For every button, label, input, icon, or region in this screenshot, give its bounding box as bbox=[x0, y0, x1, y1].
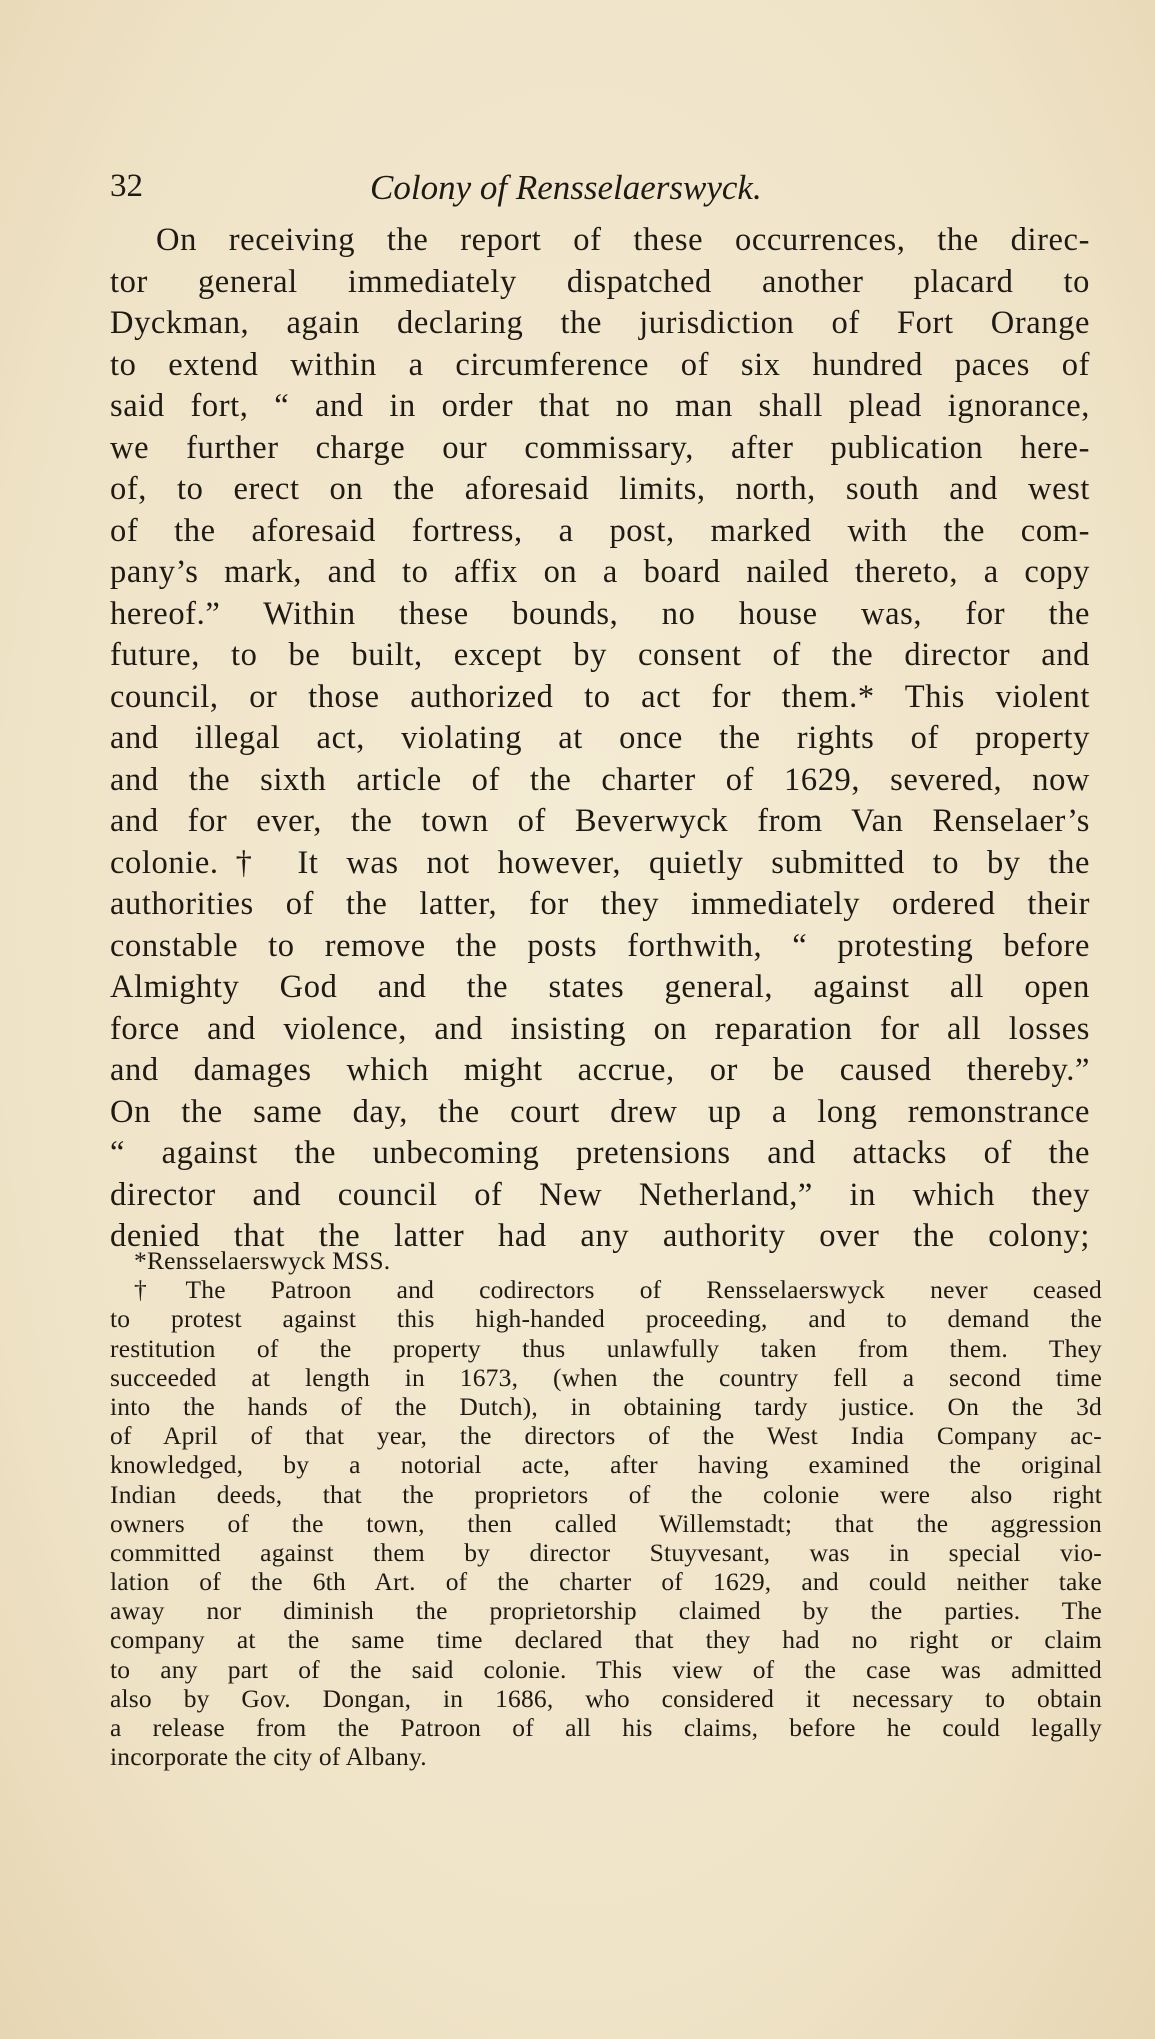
text-line: to extend within a circumference of six hundred paces of bbox=[110, 346, 1090, 383]
text-line: director and council of New Netherland,” in which they bbox=[110, 1176, 1090, 1213]
footnote-dagger-line: owners of the town, then called Willemstadt; that the aggression bbox=[110, 1508, 1102, 1538]
footnote-dagger-line: lation of the 6th Art. of the charter of 1629, and could neither take bbox=[110, 1567, 1102, 1597]
text-line: and the sixth article of the charter of 1629, severed, now bbox=[110, 761, 1090, 798]
footnote-dagger-line: incorporate the city of Albany. bbox=[110, 1742, 427, 1772]
footnote-dagger-line: of April of that year, the directors of the West India Company ac- bbox=[110, 1421, 1102, 1451]
footnote-dagger-line: knowledged, by a notorial acte, after having examined the original bbox=[110, 1450, 1102, 1480]
text-line: On the same day, the court drew up a long remonstrance bbox=[110, 1093, 1090, 1130]
text-line: and for ever, the town of Beverwyck from Van Renselaer’s bbox=[110, 803, 1090, 839]
footnote-dagger-line: restitution of the property thus unlawfully taken from them. They bbox=[110, 1333, 1102, 1363]
footnote-dagger-line: to any part of the said colonie. This view of the case was admitted bbox=[110, 1654, 1102, 1684]
footnote-dagger-line: †The Patroon and codirectors of Rensselaerswyck never ceased bbox=[134, 1275, 1102, 1305]
footnote-dagger-line: to protest against this high-handed proceeding, and to demand the bbox=[110, 1304, 1102, 1334]
text-line: denied that the latter had any authority over the colony; bbox=[110, 1218, 1090, 1254]
text-line: “ against the unbecoming pretensions and attacks of the bbox=[110, 1135, 1090, 1171]
text-line: tor general immediately dispatched another placard to bbox=[110, 263, 1090, 300]
text-line: council, or those authorized to act for them.* This violent bbox=[110, 678, 1090, 715]
footnotes bbox=[110, 1246, 1102, 1771]
text-line: of the aforesaid fortress, a post, marked with the com- bbox=[110, 512, 1090, 549]
text-line: future, to be built, except by consent of the director and bbox=[110, 637, 1090, 673]
footnote-dagger-line: committed against them by director Stuyvesant, was in special vio- bbox=[110, 1537, 1102, 1567]
text-line: authorities of the latter, for they immediately ordered their bbox=[110, 886, 1090, 922]
text-line: and illegal act, violating at once the rights of property bbox=[110, 720, 1090, 756]
body-text bbox=[110, 220, 1090, 1258]
running-head: Colony of Rensselaerswyck. bbox=[370, 168, 762, 207]
text-line: constable to remove the posts forthwith, “ protesting before bbox=[110, 927, 1090, 964]
text-line: colonie.† It was not however, quietly submitted to by the bbox=[110, 844, 1090, 881]
text-line: force and violence, and insisting on reparation for all losses bbox=[110, 1010, 1090, 1047]
text-line: On receiving the report of these occurrences, the direc- bbox=[156, 222, 1090, 258]
page-header bbox=[110, 168, 1080, 214]
text-line: of, to erect on the aforesaid limits, north, south and west bbox=[110, 471, 1090, 507]
text-line: pany’s mark, and to affix on a board nailed thereto, a copy bbox=[110, 554, 1090, 590]
text-line: hereof.” Within these bounds, no house was, for the bbox=[110, 595, 1090, 632]
text-line: and damages which might accrue, or be caused thereby.” bbox=[110, 1052, 1090, 1088]
text-line: Almighty God and the states general, against all open bbox=[110, 969, 1090, 1005]
footnote-dagger-line: a release from the Patroon of all his claims, before he could legally bbox=[110, 1713, 1102, 1742]
text-line: Dyckman, again declaring the jurisdiction of Fort Orange bbox=[110, 305, 1090, 341]
text-line: said fort, “ and in order that no man shall plead ignorance, bbox=[110, 388, 1090, 424]
footnote-star: *Rensselaerswyck MSS. bbox=[134, 1246, 391, 1275]
footnote-dagger-line: succeeded at length in 1673, (when the country fell a second time bbox=[110, 1362, 1102, 1392]
footnote-dagger-line: away nor diminish the proprietorship claimed by the parties. The bbox=[110, 1596, 1102, 1626]
text-line: we further charge our commissary, after publication here- bbox=[110, 429, 1090, 466]
footnote-dagger-line: into the hands of the Dutch), in obtaining tardy justice. On the 3d bbox=[110, 1391, 1102, 1421]
footnote-dagger-line: company at the same time declared that they had no right or claim bbox=[110, 1625, 1102, 1655]
footnote-dagger-line: also by Gov. Dongan, in 1686, who considered it necessary to obtain bbox=[110, 1683, 1102, 1713]
page-number: 32 bbox=[110, 168, 143, 204]
footnote-dagger-line: Indian deeds, that the proprietors of the colonie were also right bbox=[110, 1479, 1102, 1509]
